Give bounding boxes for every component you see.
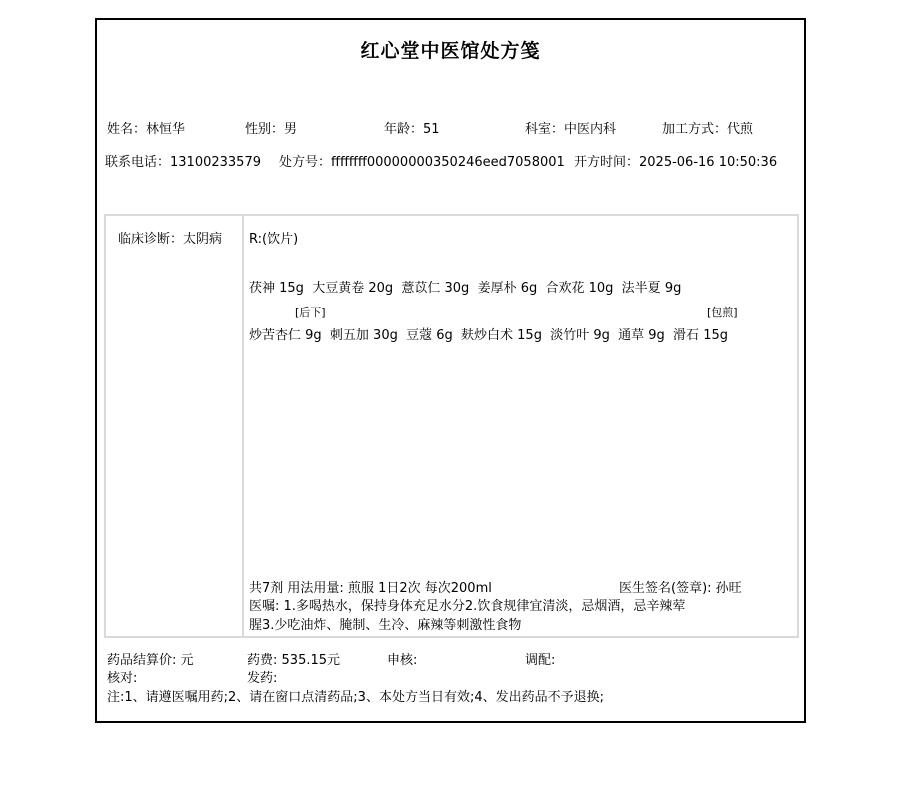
clinical-diagnosis-value: 太阴病 (183, 232, 223, 247)
herb-line-1: 茯神 15g 大豆黄卷 20g 薏苡仁 30g 姜厚朴 6g 合欢花 10g 法半夏 9g (249, 281, 682, 296)
doctor-signature (619, 577, 742, 596)
prepare-field (525, 649, 555, 668)
settlement-price (107, 649, 194, 668)
dispense-field (247, 667, 277, 686)
medicine-fee (247, 649, 340, 668)
patient-name-label: 姓名： (107, 122, 147, 137)
prescription-box (104, 214, 799, 638)
medicine-fee-label: 药费: (247, 653, 278, 668)
patient-gender-value: 男 (284, 122, 298, 137)
department-value: 中医内科 (564, 122, 617, 137)
patient-age-value: 51 (423, 122, 440, 137)
prepare-label: 调配: (525, 653, 556, 668)
review-label: 申核: (387, 653, 418, 668)
medical-advice: 医嘱: 1.多喝热水，保持身体充足水分2.饮食规律宜清淡，忌烟酒，忌辛辣荤腥3.少吃油炸、腌制、生冷、麻辣等刺激性食物 (249, 599, 686, 633)
usage-value: 煎服 1日2次 每次200ml (347, 581, 492, 596)
footer-row-2 (97, 667, 804, 685)
doctor-signature-label: 医生签名(签章): (619, 581, 716, 596)
settlement-price-label: 药品结算价: (107, 653, 177, 668)
patient-name-value: 林恒华 (146, 122, 186, 137)
patient-name (107, 118, 185, 137)
footer-row-1 (97, 649, 804, 667)
review-field (387, 649, 417, 668)
patient-gender (245, 118, 297, 137)
rx-header: R:(饮片) (249, 232, 299, 247)
contact-phone (105, 151, 261, 170)
footer-note: 注:1、请遵医嘱用药;2、请在窗口点清药品;3、本处方当日有效;4、发出药品不予退换; (107, 690, 604, 705)
processing-method (662, 118, 753, 137)
prescription-page (95, 18, 806, 723)
doctor-signature-value: 孙旺 (715, 581, 742, 596)
contact-phone-value: 13100233579 (170, 155, 261, 170)
usage-line (249, 577, 492, 596)
page-title: 红心堂中医馆处方笺 (360, 40, 541, 62)
department (525, 118, 616, 137)
department-label: 科室： (525, 122, 565, 137)
prescription-number (279, 151, 565, 170)
total-doses: 共7剂 (249, 581, 284, 596)
issue-time-label: 开方时间： (574, 155, 640, 170)
herb-line-2: 炒苦杏仁 9g 刺五加 30g 豆蔻 6g 麸炒白术 15g 淡竹叶 9g 通草 9g 滑石 15g (249, 328, 728, 343)
patient-age-label: 年龄： (384, 122, 424, 137)
processing-method-label: 加工方式： (662, 122, 728, 137)
patient-age (384, 118, 440, 137)
dispense-label: 发药: (247, 671, 278, 686)
patient-info-row-2 (97, 151, 804, 169)
processing-method-value: 代煎 (727, 122, 754, 137)
contact-phone-label: 联系电话： (105, 155, 171, 170)
herb-annotation-baojian: [包煎] (707, 306, 738, 319)
usage-label: 用法用量: (287, 581, 344, 596)
issue-time-value: 2025-06-16 10:50:36 (639, 155, 778, 170)
check-field (107, 667, 137, 686)
medicine-fee-value: 535.15元 (281, 653, 341, 668)
patient-gender-label: 性别： (245, 122, 285, 137)
check-label: 核对: (107, 671, 138, 686)
column-divider (242, 216, 244, 636)
clinical-diagnosis-label: 临床诊断： (118, 232, 184, 247)
settlement-price-value: 元 (180, 653, 194, 668)
prescription-number-value: ffffffff00000000350246eed7058001 (331, 155, 565, 170)
prescription-content (249, 216, 794, 636)
clinical-diagnosis (118, 228, 222, 247)
herb-annotation-houxia: [后下] (295, 306, 326, 319)
issue-time (574, 151, 777, 170)
patient-info-row-1 (97, 118, 804, 136)
prescription-number-label: 处方号： (279, 155, 332, 170)
